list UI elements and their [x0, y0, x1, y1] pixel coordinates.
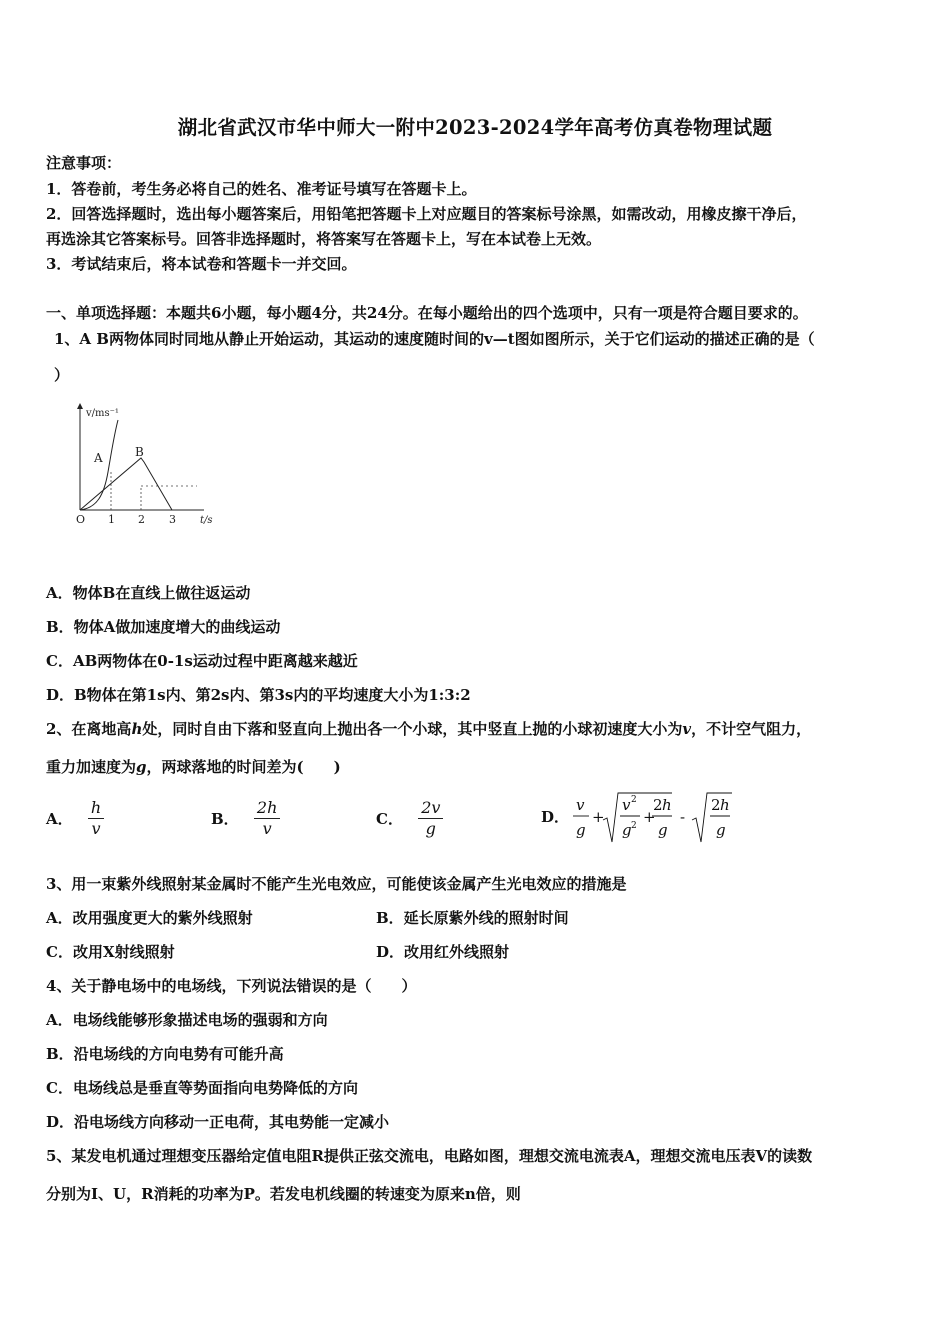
section-heading: 一、单项选择题：本题共6小题，每小题4分，共24分。在每小题给出的四个选项中，只有一项是符合题目要求的。 [46, 304, 808, 322]
svg-text:g: g [576, 821, 586, 839]
q4-option-a: A．电场线能够形象描述电场的强弱和方向 [46, 1011, 328, 1029]
q2-stem-b: 处，同时自由下落和竖直向上抛出各一个小球，其中竖直上抛的小球初速度大小为 [142, 720, 683, 738]
notice-item-2: 2．回答选择题时，选出每小题答案后，用铅笔把答题卡上对应题目的答案标号涂黑，如需改动，用橡皮擦干净后， [46, 205, 807, 223]
svg-text:2: 2 [653, 796, 663, 814]
q2-option-b-num: 2h [254, 798, 280, 819]
svg-text:g: g [658, 821, 668, 839]
q2-option-c-num: 2v [418, 798, 443, 819]
q3-option-b: B．延长原紫外线的照射时间 [376, 909, 569, 927]
notice-item-2-cont: 再选涂其它答案标号。回答非选择题时，将答案写在答题卡上，写在本试卷上无效。 [46, 230, 602, 248]
q2-var-h: h [131, 720, 143, 738]
q3-option-d: D．改用红外线照射 [376, 943, 510, 961]
q1-option-a: A．物体B在直线上做往返运动 [46, 584, 251, 602]
svg-text:2: 2 [631, 821, 637, 831]
q2-option-a [46, 798, 104, 839]
notice-item-1: 1．答卷前，考生务必将自己的姓名、准考证号填写在答题卡上。 [46, 180, 477, 198]
svg-text:2: 2 [631, 795, 637, 805]
q1-stem: 1、A B两物体同时同地从静止开始运动，其运动的速度随时间的v—t图如图所示，关于它们运动的描述正确的是（ [54, 330, 815, 348]
q2-option-b-fraction [254, 798, 280, 839]
q2-option-b-label: B． [211, 810, 239, 828]
q1-stem-end: ） [54, 366, 70, 384]
q2-option-d-label: D． [541, 808, 570, 826]
curve-a-label: A [94, 451, 103, 465]
q2-option-a-fraction [88, 798, 104, 839]
notice-item-3: 3．考试结束后，将本试卷和答题卡一并交回。 [46, 255, 357, 273]
svg-text:v: v [622, 796, 631, 814]
q4-stem: 4、关于静电场中的电场线，下列说法错误的是（ ） [46, 977, 417, 995]
q4-option-d: D．沿电场线方向移动一正电荷，其电势能一定减小 [46, 1113, 390, 1131]
page-title: 湖北省武汉市华中师大一附中2023-2024学年高考仿真卷物理试题 [177, 116, 773, 139]
q2-option-c-fraction [418, 798, 443, 839]
q2-stem-a: 2、在离地高 [46, 720, 132, 738]
q2-option-c-label: C． [376, 810, 403, 828]
q2-option-a-label: A． [46, 810, 73, 828]
tick-3: 3 [169, 513, 176, 526]
q3-option-c: C．改用X射线照射 [46, 943, 175, 961]
q2-option-a-num: h [88, 798, 104, 819]
vt-graph [72, 400, 222, 535]
svg-text:g: g [622, 821, 632, 839]
svg-text:h: h [720, 796, 730, 814]
curve-b-label: B [135, 445, 144, 459]
q4-option-b: B．沿电场线的方向电势有可能升高 [46, 1045, 284, 1063]
notice-heading: 注意事项： [46, 154, 122, 172]
q1-option-c: C．AB两物体在0-1s运动过程中距离越来越近 [46, 652, 358, 670]
q1-option-d: D．B物体在第1s内、第2s内、第3s内的平均速度大小为1:3:2 [46, 686, 471, 704]
q2-option-d-formula [570, 788, 745, 848]
curve-b [80, 458, 172, 510]
q2-stem [46, 718, 811, 739]
origin-label: O [76, 513, 86, 526]
q2-option-a-den: v [91, 819, 101, 838]
curve-a [80, 420, 118, 510]
svg-text:v: v [576, 796, 585, 814]
svg-text:+: + [643, 808, 656, 826]
q2-stem2-b: ，两球落地的时间差为( ) [146, 758, 341, 776]
q5-stem: 5、某发电机通过理想变压器给定值电阻R提供正弦交流电，电路如图，理想交流电流表A，理想交流电压表V的读数 [46, 1147, 813, 1165]
q2-stem-c: ，不计空气阻力， [691, 720, 812, 738]
svg-text:-: - [680, 808, 686, 826]
tick-2: 2 [138, 513, 145, 526]
q2-option-c-den: g [425, 819, 436, 838]
x-axis-label: t/s [200, 515, 213, 526]
q1-option-b: B．物体A做加速度增大的曲线运动 [46, 618, 281, 636]
q2-var-g: g [136, 758, 147, 776]
tick-1: 1 [108, 513, 115, 526]
q2-option-c [376, 798, 443, 839]
q2-var-v: v [682, 720, 692, 738]
q2-option-b-den: v [262, 819, 272, 838]
q2-stem-cont [46, 756, 341, 777]
svg-text:g: g [716, 821, 726, 839]
q2-option-b [211, 798, 280, 839]
q3-option-a: A．改用强度更大的紫外线照射 [46, 909, 253, 927]
svg-text:2: 2 [711, 796, 721, 814]
y-axis-label: v/ms⁻¹ [86, 408, 119, 419]
q4-option-c: C．电场线总是垂直等势面指向电势降低的方向 [46, 1079, 358, 1097]
q2-stem2-a: 重力加速度为 [46, 758, 137, 776]
q3-stem: 3、用一束紫外线照射某金属时不能产生光电效应，可能使该金属产生光电效应的措施是 [46, 875, 627, 893]
svg-text:+: + [592, 808, 605, 826]
q5-stem-cont: 分别为I、U，R消耗的功率为P。若发电机线圈的转速变为原来n倍，则 [46, 1185, 521, 1203]
svg-text:h: h [662, 796, 672, 814]
